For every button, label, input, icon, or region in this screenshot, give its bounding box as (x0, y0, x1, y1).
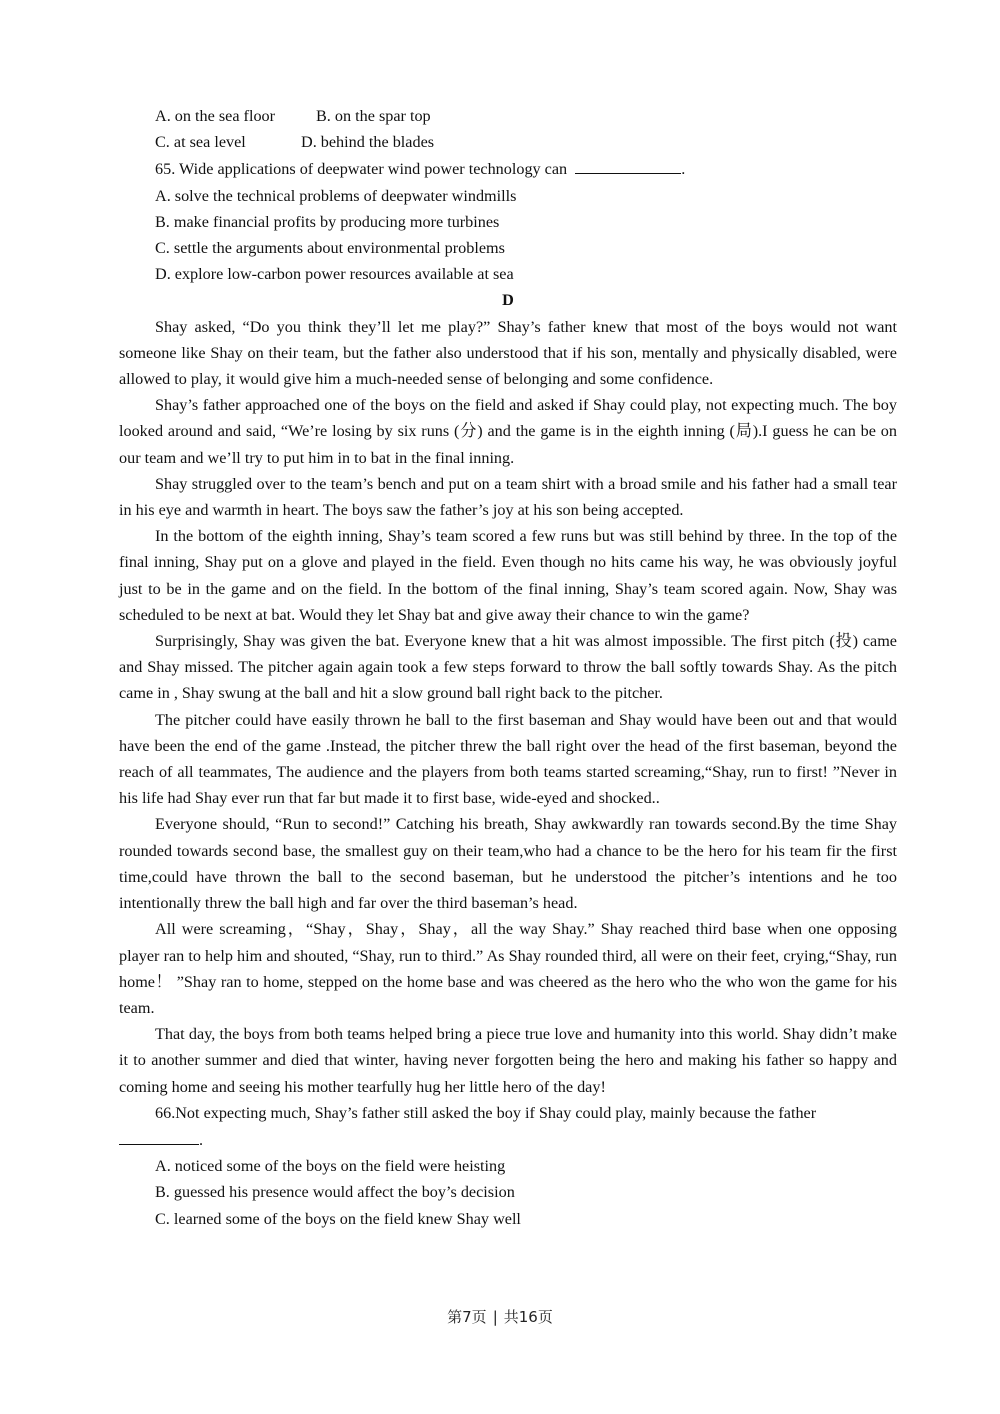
passage-paragraph-3: Shay struggled over to the team’s bench and put on a team shirt with a broad smile and his father had a small tear in his eye and warmth in heart. The boys saw the father’s joy at his son being accepted. (119, 474, 897, 520)
passage-paragraph-2: Shay’s father approached one of the boys on the field and asked if Shay could play, not expecting much. The boy looked around and said, “We’re losing by six runs (分) and the game is in the eighth inning (局).I guess he can be on our team and we’ll try to put him in to bat in the final inning. (119, 396, 897, 467)
exam-page (119, 103, 897, 1232)
passage-paragraph-9: That day, the boys from both teams helped bring a piece true love and humanity into this world. Shay didn’t make it to another summer and died that winter, having never forgotten being the hero and making his father so happy and coming home and seeing his mother tearfully hug her little hero of the day! (119, 1025, 897, 1096)
q64-options-row-2 (119, 129, 897, 155)
q65-option-d: D. explore low-carbon power resources available at sea (155, 265, 514, 284)
page-footer (0, 1306, 1000, 1327)
question-65-stem (119, 155, 897, 182)
passage-paragraph-5: Surprisingly, Shay was given the bat. Everyone knew that a hit was almost impossible. The first pitch (投) came and Shay missed. The pitcher again again took a few steps forward to throw the ball softly towards Shay. As the pitch came in , Shay swung at the ball and hit a slow ground ball right back to the pitcher. (119, 632, 897, 703)
footer-separator: | (492, 1308, 498, 1326)
page-number: 第7页 (447, 1308, 487, 1326)
q65-option-b: B. make financial profits by producing more turbines (155, 212, 500, 231)
question-66-text: 66.Not expecting much, Shay’s father still asked the boy if Shay could play, mainly because the father (155, 1103, 817, 1122)
q64-option-d: D. behind the blades (301, 133, 435, 152)
answer-blank (575, 155, 681, 174)
passage-paragraph-1: Shay asked, “Do you think they’ll let me play?” Shay’s father knew that most of the boys would not want someone like Shay on their team, but the father also understood that if his son, mentally and physically disabled, were allowed to play, it would give him a much-needed sense of belonging and some confidence. (119, 317, 897, 389)
q66-option-a: A. noticed some of the boys on the field were heisting (155, 1157, 506, 1176)
question-66-blank-line (119, 1126, 897, 1153)
question-65-end: . (681, 160, 686, 179)
q64-option-b: B. on the spar top (316, 107, 431, 125)
q66-option-b: B. guessed his presence would affect the boy’s decision (155, 1183, 515, 1202)
q65-option-a: A. solve the technical problems of deepwater windmills (155, 186, 517, 205)
question-66-stem (119, 1100, 897, 1126)
q64-options-row-1 (119, 103, 897, 129)
q64-option-c: C. at sea level (155, 133, 246, 152)
passage-paragraph-8: All were screaming，“Shay，Shay，Shay，all the way Shay.” Shay reached third base when one opposing player ran to help him and shouted, “Shay, run to third.” As Shay rounded third, all were on their feet, crying,“Shay, run home！ ”Shay ran to home, stepped on the home base and was cheered as the hero who the who won the game for his team. (119, 920, 897, 1017)
q66-option-c: C. learned some of the boys on the field knew Shay well (155, 1209, 521, 1228)
passage-paragraph-4: In the bottom of the eighth inning, Shay’s team scored a few runs but was still behind by three. In the top of the final inning, Shay put on a glove and played in the field. Even though no hits came his way, he was obviously joyful just to be in the game and on the field. In the bottom of the final inning, Shay’s team scored again. Now, Shay was scheduled to be next at bat. Would they let Shay bat and give away their chance to win the game? (119, 527, 897, 624)
answer-blank (119, 1126, 199, 1145)
passage-paragraph-7: Everyone should, “Run to second!” Catching his breath, Shay awkwardly ran towards second.By the time Shay rounded towards second base, the smallest guy on their team,who had a chance to be the hero for his team fir the first time,could have thrown the ball to the second baseman, but he understood the pitcher’s intentions and he too intentionally threw the ball high and far over the third baseman’s head. (119, 815, 897, 913)
question-66-end: . (199, 1130, 204, 1149)
passage-paragraph-6: The pitcher could have easily thrown he ball to the first baseman and Shay would have been out and that would have been the end of the game .Instead, the pitcher threw the ball right over the head of the first baseman, beyond the reach of all teammates, The audience and the players from both teams started screaming,“Shay, run to first! ”Never in his life had Shay ever run that far but made it to first base, wide-eyed and shocked.. (119, 710, 897, 808)
page-total: 共16页 (503, 1308, 553, 1326)
q65-option-c: C. settle the arguments about environmental problems (155, 239, 505, 258)
section-heading: D (502, 291, 514, 310)
question-65-text: 65. Wide applications of deepwater wind power technology can (155, 160, 568, 179)
q64-option-a: A. on the sea floor (155, 107, 276, 125)
